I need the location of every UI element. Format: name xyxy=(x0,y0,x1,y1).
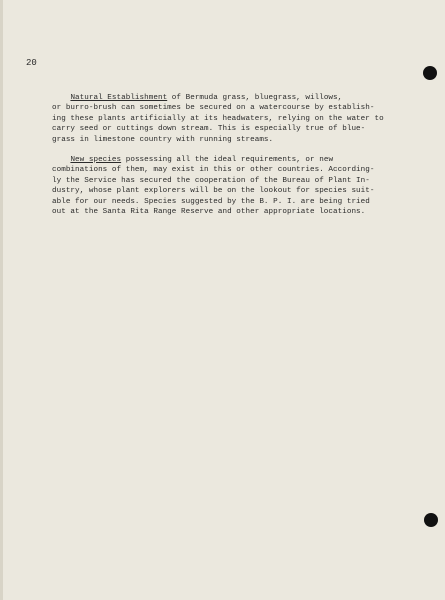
text-line xyxy=(52,155,397,165)
text-line: out at the Santa Rita Range Reserve and other appropriate locations. xyxy=(52,208,366,217)
text-line: ing these plants artificially at its headwaters, relying on the water to xyxy=(52,114,384,123)
text-line: or burro-brush can sometimes be secured on a watercourse by establish- xyxy=(52,104,375,113)
page-edge xyxy=(0,0,3,600)
indent xyxy=(52,94,70,102)
text-line: dustry, whose plant explorers will be on the lookout for species suit- xyxy=(52,187,375,196)
underlined-heading: Natural Establishment xyxy=(70,94,168,102)
indent xyxy=(52,156,70,164)
binder-hole-bottom xyxy=(424,513,438,527)
text-run: possessing all the ideal requirements, or new xyxy=(121,156,334,164)
text-line: ly the Service has secured the cooperation of the Bureau of Plant In- xyxy=(52,176,370,185)
text-line: able for our needs. Species suggested by the B. P. I. are being tried xyxy=(52,197,370,206)
text-line xyxy=(52,93,397,103)
paragraph-new-species xyxy=(52,155,397,217)
binder-hole-top xyxy=(423,66,437,80)
text-line: carry seed or cuttings down stream. This is especially true of blue- xyxy=(52,125,366,134)
underlined-heading: New species xyxy=(70,156,122,164)
text-line: grass in limestone country with running streams. xyxy=(52,135,274,144)
paragraph-natural-establishment xyxy=(52,93,397,145)
page-number: 20 xyxy=(26,58,37,68)
text-run: of Bermuda grass, bluegrass, willows, xyxy=(167,94,343,102)
text-line: combinations of them, may exist in this or other countries. According- xyxy=(52,166,375,175)
